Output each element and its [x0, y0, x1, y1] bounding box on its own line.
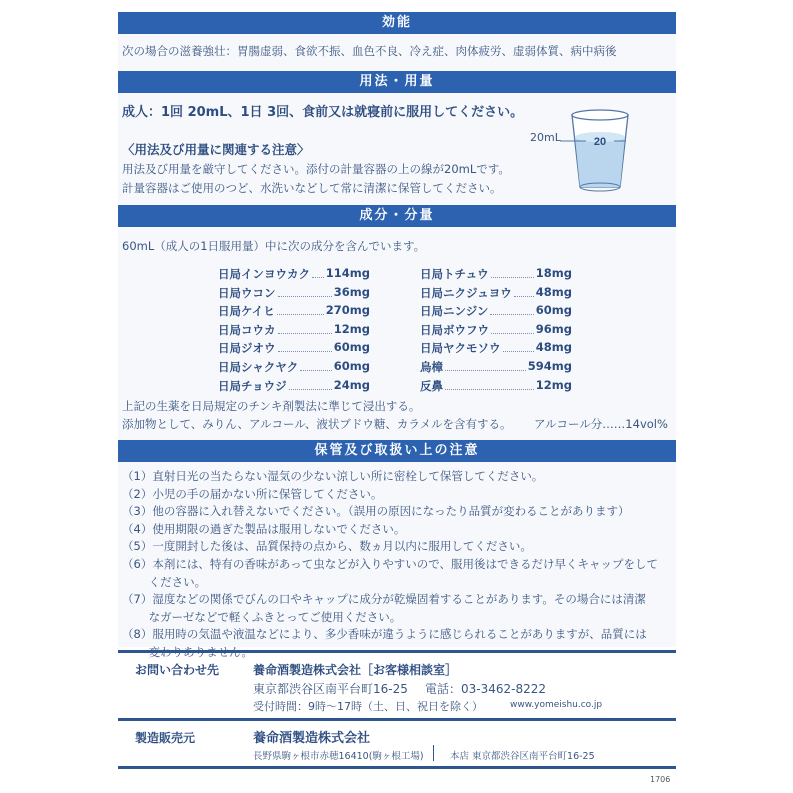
leader-dots	[277, 303, 324, 315]
contact-hours: 受付時間：9時〜17時（土、日、祝日を除く）	[253, 700, 483, 713]
storage-item: なガーゼなどで軽くふきとってご使用ください。	[122, 609, 402, 624]
ingredient-row	[420, 266, 572, 282]
ingredient-amount: 594mg	[527, 359, 572, 373]
storage-item: （1）直射日光の当たらない湿気の少ない涼しい所に密栓して保管してください。	[122, 469, 544, 483]
ingredient-amount: 60mg	[333, 359, 370, 373]
leader-dots	[300, 359, 332, 371]
ingredients-note: 上記の生薬を日局規定のチンキ剤製法に準じて浸出する。	[122, 399, 421, 413]
ingredient-row	[218, 359, 370, 375]
ingredient-name: 日局ニンジン	[420, 304, 489, 319]
ingredient-row	[218, 285, 370, 301]
maker-factory: 長野県駒ヶ根市赤穂16410(駒ヶ根工場)	[253, 751, 424, 762]
leader-dots	[445, 359, 526, 371]
ingredient-name: 日局ケイヒ	[218, 304, 275, 319]
ingredient-amount: 96mg	[535, 321, 572, 336]
ingredient-row	[420, 340, 572, 356]
cup-label: 20mL	[530, 131, 561, 144]
dosage-note-title: 〈用法及び用量に関連する注意〉	[122, 142, 310, 157]
efficacy-header: 効能	[118, 12, 676, 34]
efficacy-text: 次の場合の滋養強壮：胃腸虚弱、食欲不振、血色不良、冷え症、肉体疲労、虚弱体質、病中病後	[122, 44, 617, 58]
contact-address: 東京都渋谷区南平台町16-25	[253, 682, 408, 696]
dosage-header: 用法・用量	[118, 71, 676, 93]
leader-dots	[278, 322, 332, 334]
leader-dots	[312, 266, 324, 278]
leader-dots	[445, 378, 534, 390]
ingredient-amount: 48mg	[535, 340, 572, 355]
ingredient-row	[218, 340, 370, 356]
cup-mark: 20	[593, 136, 607, 148]
ingredient-name: 日局ボウフウ	[420, 322, 489, 337]
storage-item: ください。	[122, 574, 207, 589]
alcohol-content: アルコール分……14vol%	[534, 417, 668, 431]
divider	[118, 650, 676, 653]
contact-url[interactable]: www.yomeishu.co.jp	[510, 700, 603, 710]
ingredient-name: 日局チョウジ	[218, 378, 287, 393]
ingredient-amount: 60mg	[333, 340, 370, 355]
storage-item: （2）小児の手の届かない所に保管してください。	[122, 486, 383, 501]
maker-label: 製造販売元	[135, 731, 196, 745]
ingredients-header: 成分・分量	[118, 205, 676, 227]
ingredient-amount: 48mg	[535, 284, 572, 299]
ingredient-name: 日局ウコン	[218, 285, 276, 300]
document-code: 1706	[650, 775, 671, 784]
leader-dots	[491, 266, 534, 278]
ingredient-name: 日局ジオウ	[218, 341, 276, 356]
ingredient-amount: 24mg	[333, 377, 370, 392]
ingredient-name: 日局ヤクモソウ	[420, 341, 501, 356]
storage-header: 保管及び取扱い上の注意	[118, 440, 676, 462]
storage-item: （5）一度開封した後は、品質保持の点から、数ヵ月以内に服用してください。	[122, 539, 532, 554]
ingredient-name: 反鼻	[420, 378, 443, 393]
ingredient-row	[218, 378, 370, 394]
ingredient-amount: 60mg	[535, 303, 572, 318]
storage-item: （7）湿度などの関係でびんの口やキャップに成分が乾燥固着することがあります。その場合には清潔	[122, 592, 646, 607]
ingredient-name: 日局シャクヤク	[218, 360, 299, 374]
leader-dots	[514, 285, 534, 297]
divider	[118, 766, 676, 769]
storage-item: （8）服用時の気温や液温などにより、多少香味が違うように感じられることがありますが、品質には	[122, 627, 647, 642]
ingredient-name: 日局インヨウカク	[218, 267, 310, 281]
ingredient-amount: 12mg	[535, 377, 572, 392]
leader-dots	[490, 303, 533, 315]
ingredient-name: 日局トチュウ	[420, 267, 489, 281]
ingredient-name: 日局コウカ	[218, 322, 276, 337]
contact-phone: 電話：03-3462-8222	[425, 682, 547, 696]
dosage-note-line: 用法及び用量を厳守してください。添付の計量容器の上の線が20mLです。	[122, 162, 510, 176]
leader-dots	[491, 322, 534, 334]
ingredients-additives: 添加物として、みりん、アルコール、液状ブドウ糖、カラメルを含有する。	[122, 417, 512, 431]
ingredients-intro: 60mL（成人の1日服用量）中に次の成分を含んでいます。	[122, 239, 426, 253]
ingredient-name: 日局ニクジュヨウ	[420, 285, 512, 300]
ingredient-amount: 18mg	[535, 266, 572, 280]
storage-item: （3）他の容器に入れ替えないでください。（誤用の原因になったり品質が変わることがあります）	[122, 504, 630, 519]
ingredient-row	[420, 322, 572, 338]
measuring-cup-icon	[560, 105, 640, 195]
divider	[118, 718, 676, 721]
leader-dots	[289, 378, 332, 390]
ingredient-amount: 114mg	[325, 266, 370, 280]
storage-item: （4）使用期限の過ぎた製品は服用しないでください。	[122, 521, 406, 536]
ingredient-row	[218, 266, 370, 282]
ingredient-row	[420, 359, 572, 375]
ingredient-row	[218, 303, 370, 319]
ingredient-row	[420, 285, 572, 301]
ingredient-amount: 12mg	[333, 321, 370, 336]
leader-dots	[278, 285, 332, 297]
ingredient-name: 烏樟	[420, 360, 443, 374]
maker-hq: 本店 東京都渋谷区南平台町16-25	[450, 751, 595, 762]
dosage-note-line: 計量容器はご使用のつど、水洗いなどして常に清潔に保管してください。	[122, 181, 502, 195]
ingredient-row	[420, 378, 572, 394]
storage-item: （6）本剤には、特有の香味があって虫などが入りやすいので、服用後はできるだけ早くキャップをして	[122, 557, 658, 571]
contact-company: 養命酒製造株式会社［お客様相談室］	[253, 663, 458, 677]
leader-dots	[278, 340, 332, 352]
contact-label: お問い合わせ先	[135, 663, 220, 677]
ingredient-amount: 270mg	[325, 303, 370, 318]
maker-company: 養命酒製造株式会社	[253, 731, 371, 746]
separator	[433, 745, 434, 761]
ingredient-amount: 36mg	[333, 284, 370, 299]
dosage-main: 成人：1回 20mL、1日 3回、食前又は就寝前に服用してください。	[122, 105, 524, 120]
leader-dots	[503, 340, 534, 352]
ingredient-row	[420, 303, 572, 319]
ingredient-row	[218, 322, 370, 338]
